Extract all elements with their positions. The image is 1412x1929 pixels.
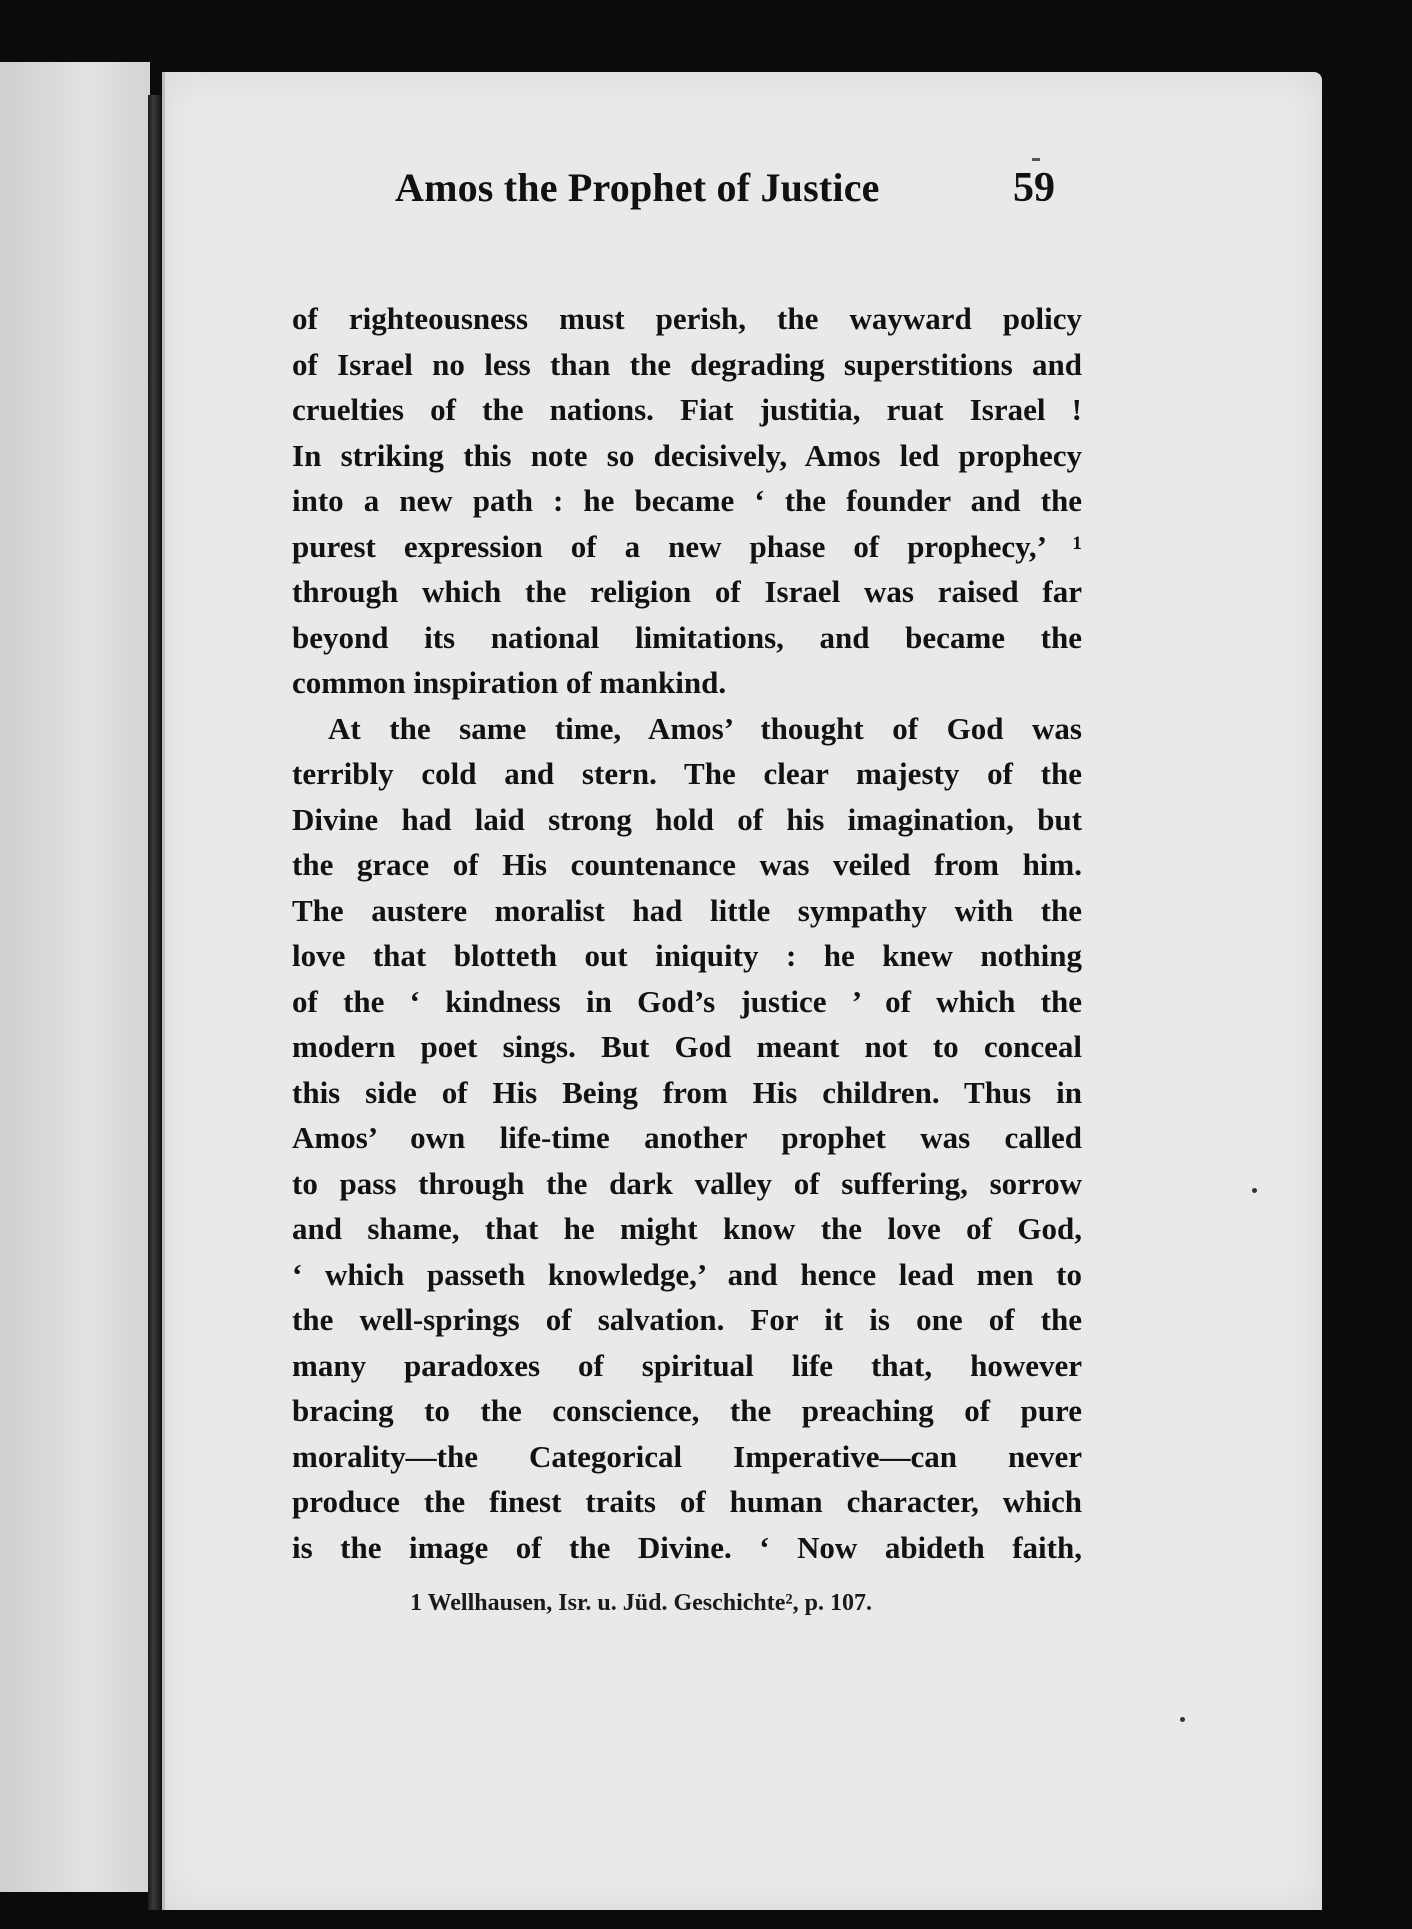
text-line: purest expression of a new phase of prophecy,’ ¹	[292, 528, 1082, 564]
text-line: The austere moralist had little sympathy with the	[292, 892, 1082, 928]
page-edge-line	[162, 72, 165, 1910]
text-line: to pass through the dark valley of suffering, sorrow	[292, 1165, 1082, 1201]
text-line: of the ‘ kindness in God’s justice ’ of which the	[292, 983, 1082, 1019]
text-line: produce the finest traits of human character, which	[292, 1484, 1082, 1519]
page-blemish	[1180, 1717, 1185, 1722]
text-line: At the same time, Amos’ thought of God was	[328, 710, 1082, 746]
text-line: beyond its national limitations, and became the	[292, 619, 1082, 655]
body-text	[292, 296, 1082, 1570]
text-line: common inspiration of mankind.	[292, 665, 727, 700]
text-line: Divine had laid strong hold of his imagination, but	[292, 801, 1082, 837]
text-line: In striking this note so decisively, Amos led prophecy	[292, 437, 1082, 473]
text-line: many paradoxes of spiritual life that, however	[292, 1347, 1082, 1383]
text-line: ‘ which passeth knowledge,’ and hence lead men to	[292, 1256, 1082, 1292]
text-line: modern poet sings. But God meant not to conceal	[292, 1029, 1082, 1064]
page-number: 59	[1013, 165, 1055, 211]
text-line: bracing to the conscience, the preaching of pure	[292, 1393, 1082, 1428]
paragraph-2	[292, 706, 1082, 1571]
text-line: into a new path : he became ‘ the founder and the	[292, 483, 1082, 518]
text-line: cruelties of the nations. Fiat justitia, ruat Israel !	[292, 392, 1082, 427]
text-line: Amos’ own life-time another prophet was called	[292, 1120, 1082, 1155]
text-line: through which the religion of Israel was raised far	[292, 574, 1082, 609]
running-head-title: Amos the Prophet of Justice	[395, 165, 880, 210]
text-line: the well-springs of salvation. For it is one of the	[292, 1302, 1082, 1337]
page-blemish	[1252, 1188, 1257, 1193]
page-blemish	[1032, 158, 1040, 161]
text-line: terribly cold and stern. The clear majesty of the	[292, 756, 1082, 791]
footnote: 1 Wellhausen, Isr. u. Jüd. Geschichte², p. 107.	[410, 1590, 872, 1616]
facing-page-edge	[0, 62, 150, 1892]
paragraph-1	[292, 296, 1082, 706]
text-line: morality—the Categorical Imperative—can never	[292, 1438, 1082, 1474]
text-line: the grace of His countenance was veiled from him.	[292, 847, 1082, 882]
text-line: of Israel no less than the degrading superstitions and	[292, 346, 1082, 382]
text-line: this side of His Being from His children. Thus in	[292, 1074, 1082, 1110]
running-head	[230, 150, 1065, 220]
text-line: is the image of the Divine. ‘ Now abideth faith,	[292, 1529, 1082, 1565]
book-gutter	[148, 95, 162, 1910]
text-line: and shame, that he might know the love of God,	[292, 1211, 1082, 1246]
text-line: of righteousness must perish, the wayward policy	[292, 301, 1082, 336]
text-line: love that blotteth out iniquity : he knew nothing	[292, 938, 1082, 973]
